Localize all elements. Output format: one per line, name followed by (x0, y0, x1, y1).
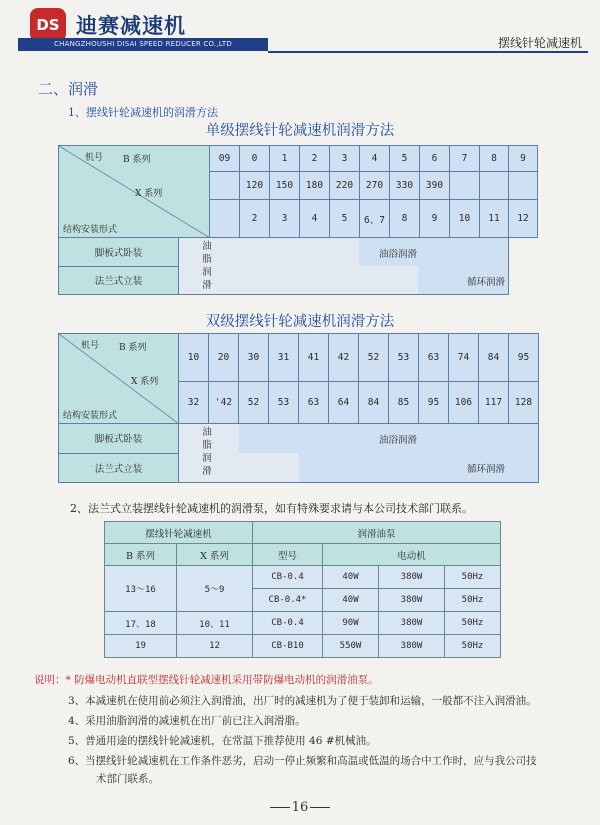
single-b-cell: 6 (420, 146, 450, 172)
single-b-cell: 09 (210, 146, 240, 172)
header-rule (268, 51, 588, 53)
double-b-cell: 41 (299, 334, 329, 382)
page-header (0, 0, 600, 62)
pump-freq-cell: 50Hz (445, 635, 501, 658)
pump-table (104, 521, 501, 658)
single-circ-text: 循环润滑 (467, 277, 506, 288)
single-x-cell (450, 172, 480, 200)
pump-volt-cell: 380W (379, 635, 445, 658)
single-x-cell (210, 200, 240, 238)
foot-mount-label: 脚板式卧装 (59, 238, 179, 267)
double-bath-lower (239, 453, 299, 482)
pump-volt-cell: 380W (379, 612, 445, 635)
double-b-cell: 63 (419, 334, 449, 382)
foot-mount-label: 脚板式卧装 (59, 424, 179, 454)
pump-b-cell: 17、18 (105, 612, 177, 635)
single-x-cell (509, 172, 538, 200)
pump-power-cell: 40W (323, 589, 379, 612)
note-2: 2、法兰式立装摆线针轮减速机的润滑泵，如有特殊要求请与本公司技术部门联系。 (70, 502, 473, 515)
pump-power-cell: 40W (323, 566, 379, 589)
pump-header-reducer: 摆线针轮减速机 (105, 522, 253, 544)
pump-header-model: 型号 (253, 544, 323, 566)
double-x-cell: 84 (359, 382, 389, 424)
single-x-cell: 8 (390, 200, 420, 238)
double-x-cell: 117 (479, 382, 509, 424)
single-corner-cell: 机号 B 系列 X 系列 结构安装形式 (59, 146, 210, 238)
pump-x-cell: 12 (177, 635, 253, 658)
pump-b-cell: 19 (105, 635, 177, 658)
pump-power-cell: 550W (323, 635, 379, 658)
note-5: 5、普通用途的摆线针轮减速机，在常温下推荐使用 46 #机械油。 (68, 735, 377, 747)
double-bath-text: 油浴润滑 (379, 435, 418, 446)
single-x-cell: 11 (480, 200, 509, 238)
double-x-cell: 106 (449, 382, 479, 424)
single-x-cell: 6、7 (360, 200, 390, 238)
brand-name: 迪赛减速机 (76, 14, 186, 38)
single-b-cell: 5 (390, 146, 420, 172)
single-b-cell: 0 (240, 146, 270, 172)
single-lube-zone (179, 238, 509, 295)
pump-header-x: X 系列 (177, 544, 253, 566)
note-4: 4、采用油脂润滑的减速机在出厂前已注入润滑脂。 (68, 715, 306, 727)
single-x-cell: 390 (420, 172, 450, 200)
pump-freq-cell: 50Hz (445, 612, 501, 635)
pump-power-cell: 90W (323, 612, 379, 635)
double-x-cell: 53 (269, 382, 299, 424)
pump-freq-cell: 50Hz (445, 589, 501, 612)
single-x-cell: 12 (509, 200, 538, 238)
pump-model-cell: CB-0.4 (253, 566, 323, 589)
double-b-cell: 42 (329, 334, 359, 382)
single-b-cell: 9 (509, 146, 538, 172)
double-lube-table (58, 333, 539, 483)
single-x-cell: 10 (450, 200, 480, 238)
double-b-cell: 53 (389, 334, 419, 382)
single-x-cell: 4 (300, 200, 330, 238)
double-corner-cell: 机号 B 系列 X 系列 结构安装形式 (59, 334, 179, 424)
single-x-cell: 150 (270, 172, 300, 200)
single-b-cell: 4 (360, 146, 390, 172)
single-x-cell: 270 (360, 172, 390, 200)
pump-x-cell: 5～9 (177, 566, 253, 612)
header-category: 摆线针轮减速机 (497, 36, 582, 50)
double-b-cell: 10 (179, 334, 209, 382)
double-grease-text: 油脂润滑 (202, 427, 212, 477)
double-x-cell: 52 (239, 382, 269, 424)
double-x-cell: 64 (329, 382, 359, 424)
single-x-cell (210, 172, 240, 200)
single-bath-text: 油浴润滑 (379, 249, 418, 260)
note-3: 3、本减速机在使用前必须注入润滑油，出厂时的减速机为了便于装卸和运输，一般都不注入润滑油。 (68, 695, 537, 707)
flange-mount-label: 法兰式立装 (59, 266, 179, 295)
single-x-cell: 5 (330, 200, 360, 238)
brand-english: CHANGZHOUSHI DISAI SPEED REDUCER CO.,LTD (18, 38, 268, 51)
double-circ-text: 循环润滑 (467, 464, 506, 475)
double-b-cell: 84 (479, 334, 509, 382)
double-x-cell: 32 (179, 382, 209, 424)
single-x-cell: 220 (330, 172, 360, 200)
pump-header-b: B 系列 (105, 544, 177, 566)
page-number: 16 (0, 800, 600, 815)
double-b-cell: 52 (359, 334, 389, 382)
pump-model-cell: CB-0.4* (253, 589, 323, 612)
pump-freq-cell: 50Hz (445, 566, 501, 589)
pump-header-motor: 电动机 (323, 544, 501, 566)
pump-model-cell: CB-B10 (253, 635, 323, 658)
double-x-cell: 95 (419, 382, 449, 424)
single-b-cell: 3 (330, 146, 360, 172)
pump-x-cell: 10、11 (177, 612, 253, 635)
remark-note: 说明：* 防爆电动机直联型摆线针轮减速机采用带防爆电动机的润滑油泵。 (34, 674, 379, 686)
single-b-cell: 7 (450, 146, 480, 172)
single-table-title: 单级摆线针轮减速机润滑方法 (205, 123, 395, 139)
single-b-cell: 1 (270, 146, 300, 172)
single-x-cell: 9 (420, 200, 450, 238)
single-x-cell: 3 (270, 200, 300, 238)
pump-header-pump: 润滑油泵 (253, 522, 501, 544)
double-x-cell: 85 (389, 382, 419, 424)
single-grease-text: 油脂润滑 (202, 241, 212, 291)
note-6: 6、当摆线针轮减速机在工作条件恶劣，启动一停止频繁和高温或低温的场合中工作时，应与我公司技 (68, 755, 537, 767)
pump-model-cell: CB-0.4 (253, 612, 323, 635)
single-x-cell: 120 (240, 172, 270, 200)
double-table-title: 双级摆线针轮减速机润滑方法 (205, 314, 395, 330)
section-title: 二、润滑 (38, 80, 99, 98)
double-b-cell: 95 (509, 334, 539, 382)
single-x-cell: 180 (300, 172, 330, 200)
single-x-cell: 330 (390, 172, 420, 200)
double-b-cell: 74 (449, 334, 479, 382)
flange-mount-label: 法兰式立装 (59, 453, 179, 483)
double-b-cell: 30 (239, 334, 269, 382)
double-x-cell: 63 (299, 382, 329, 424)
single-x-cell: 2 (240, 200, 270, 238)
double-x-cell: '42 (209, 382, 239, 424)
double-lube-zone (179, 424, 539, 483)
double-b-cell: 31 (269, 334, 299, 382)
double-b-cell: 20 (209, 334, 239, 382)
note-6-cont: 术部门联系。 (96, 773, 159, 785)
single-b-cell: 8 (480, 146, 509, 172)
pump-volt-cell: 380W (379, 566, 445, 589)
single-lube-table (58, 145, 538, 295)
single-b-cell: 2 (300, 146, 330, 172)
double-x-cell: 128 (509, 382, 539, 424)
pump-volt-cell: 380W (379, 589, 445, 612)
pump-b-cell: 13～16 (105, 566, 177, 612)
company-logo: DS (30, 8, 66, 42)
single-x-cell (480, 172, 509, 200)
section-subtitle: 1、摆线针轮减速机的润滑方法 (68, 106, 218, 119)
